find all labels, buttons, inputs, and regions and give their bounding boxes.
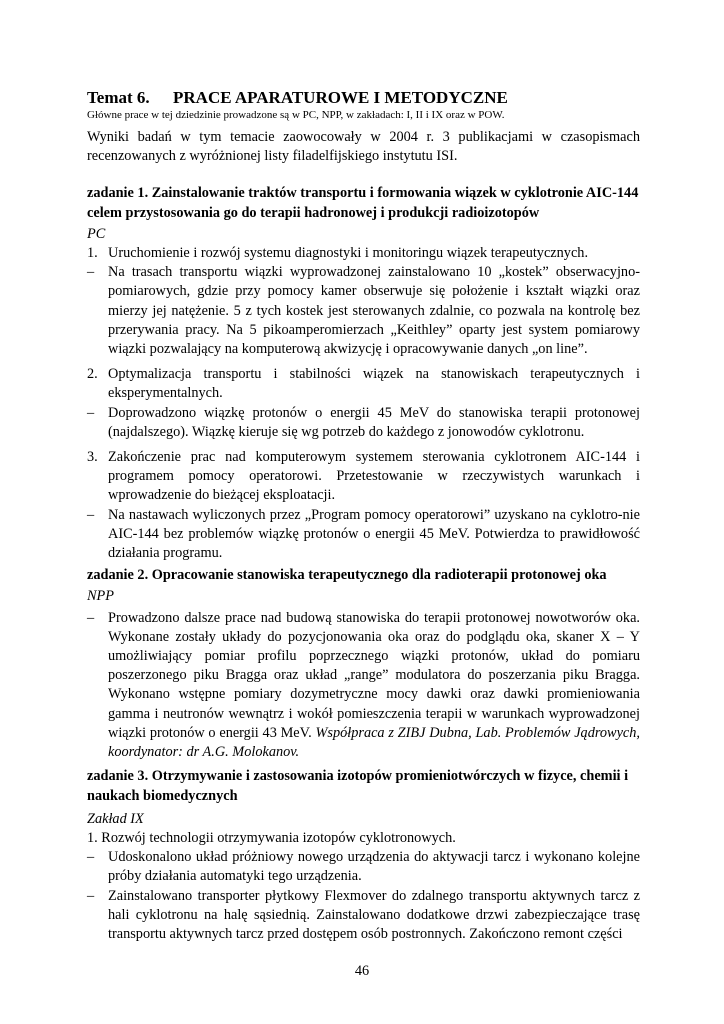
task1-item [87,365,640,403]
topic-number: Temat 6. [87,88,150,107]
task2-item [87,609,640,763]
task3-unit: Zakład IX [87,810,144,827]
item-text: Udoskonalono układ próżniowy nowego urządzenia do aktywacji tarcz i wykonano kolejne próby działania automatyki tego urządzenia. [108,849,640,885]
task3-title: zadanie 3. Otrzymywanie i zastosowania izotopów promieniotwórczych w fizyce, chemii i naukach biomedycznych [87,768,629,804]
item-text: Doprowadzono wiązkę protonów o energii 45 MeV do stanowiska terapii protonowej (najdalszego). Wiązkę kieruje się wg potrzeb do każdego z jonowodów cyklotronu. [108,404,640,440]
task3-item [87,848,640,886]
item-text: Uruchomienie i rozwój systemu diagnostyki i monitoringu wiązek terapeutycznych. [108,245,589,262]
page-number: 46 [354,963,370,979]
task3-item [87,887,640,945]
item-marker: – [87,849,95,866]
task1-item [87,404,640,442]
item-marker: 2. [87,366,98,383]
item-marker: – [87,609,95,626]
item-text: Zakończenie prac nad komputerowym systemem sterowania cyklotronem AIC-144 i programem pomocy operatorowi. Przetestowanie w rzeczywistych warunkach i wprowadzenie do bieżącej eksploatacji. [108,449,640,504]
item-marker: 1. [87,245,98,262]
task1-item [87,506,640,564]
task1-item [87,263,640,359]
item-text [108,609,640,763]
task2-unit: NPP [87,588,115,605]
task1-item [87,448,640,506]
item-marker: 3. [87,449,98,466]
intro-paragraph: Wyniki badań w tym temacie zaowocowały w 2004 r. 3 publikacjami w czasopismach recenzowanych z wyróżnionej listy filadelfijskiego instytutu ISI. [87,129,640,165]
item-marker: – [87,404,95,421]
task3-point1: 1. Rozwój technologii otrzymywania izotopów cyklotronowych. [87,829,456,846]
item-text: Na trasach transportu wiązki wyprowadzonej zainstalowano 10 „kostek” obserwacyjno-pomiarowych, gdzie przy pomocy kamer obserwuje się położenie i kształt wiązki oraz mierzy jej natężenie. 5 z tych kostek jest sterowanych zdalnie, co pozwala na kontrolę bez przerywania pracy. Na 5 pikoamperomierzach „Keithley” oparty jest system pomiarowy wiązki pozwalający na komputerową akwizycję i opracowywanie danych „on line”. [108,264,640,358]
task2-item-text: Prowadzono dalsze prace nad budową stanowiska do terapii protonowej nowotworów oka. Wykonane zostały układy do pozycjonowania oka oraz do podglądu oka, skaner X – Y umożliwiający pomiar profilu poprzecznego wiązki protonów, układ do pomiaru poszerzonego piku Bragga oraz układ „range” modulatora do poszerzania piku Bragga. Wykonano wstępne pomiary dozymetryczne mocy dawki oraz dawki promieniowania gamma i neutronów wewnątrz i wokół pomieszczenia terapii w warunkach wyprowadzonej wiązki protonów o energii 43 MeV. [108,609,640,741]
task1-title: zadanie 1. Zainstalowanie traktów transportu i formowania wiązek w cyklotronie AIC-144 celem przystosowania go do terapii hadronowej i produkcji radioizotopów [87,185,639,221]
topic-heading [87,88,640,108]
topic-subtitle: Główne prace w tej dziedzinie prowadzone są w PC, NPP, w zakładach: I, II i IX oraz w POW. [87,109,505,121]
topic-title: PRACE APARATUROWE I METODYCZNE [173,88,508,107]
item-marker: – [87,887,95,904]
task1-unit: PC [87,225,106,242]
item-text: Zainstalowano transporter płytkowy Flexmover do zdalnego transportu aktywnych tarcz z hali cyklotronu na halę sąsiednią. Zainstalowano dodatkowe drzwi zabezpieczające trasę transportu aktywnych tarcz przed dostępem osób postronnych. Zakończono remont części [108,887,640,942]
item-text: Optymalizacja transportu i stabilności wiązek na stanowiskach terapeutycznych i eksperymentalnych. [108,366,640,402]
document-content [87,88,640,944]
item-marker: – [87,264,95,281]
item-marker: – [87,506,95,523]
task1-item [87,244,640,263]
task2-cooperation: Współpraca z ZIBJ Dubna, Lab. Problemów Jądrowych, koordynator: dr A.G. Molokanov. [108,724,640,761]
task2-title: zadanie 2. Opracowanie stanowiska terapeutycznego dla radioterapii protonowej oka [87,567,607,584]
item-text: Na nastawach wyliczonych przez „Program pomocy operatorowi” uzyskano na cyklotro-nie AIC-144 bez problemów wiązkę protonów o energii 45 MeV. Potwierdza to prawidłowość działania programu. [108,506,640,562]
